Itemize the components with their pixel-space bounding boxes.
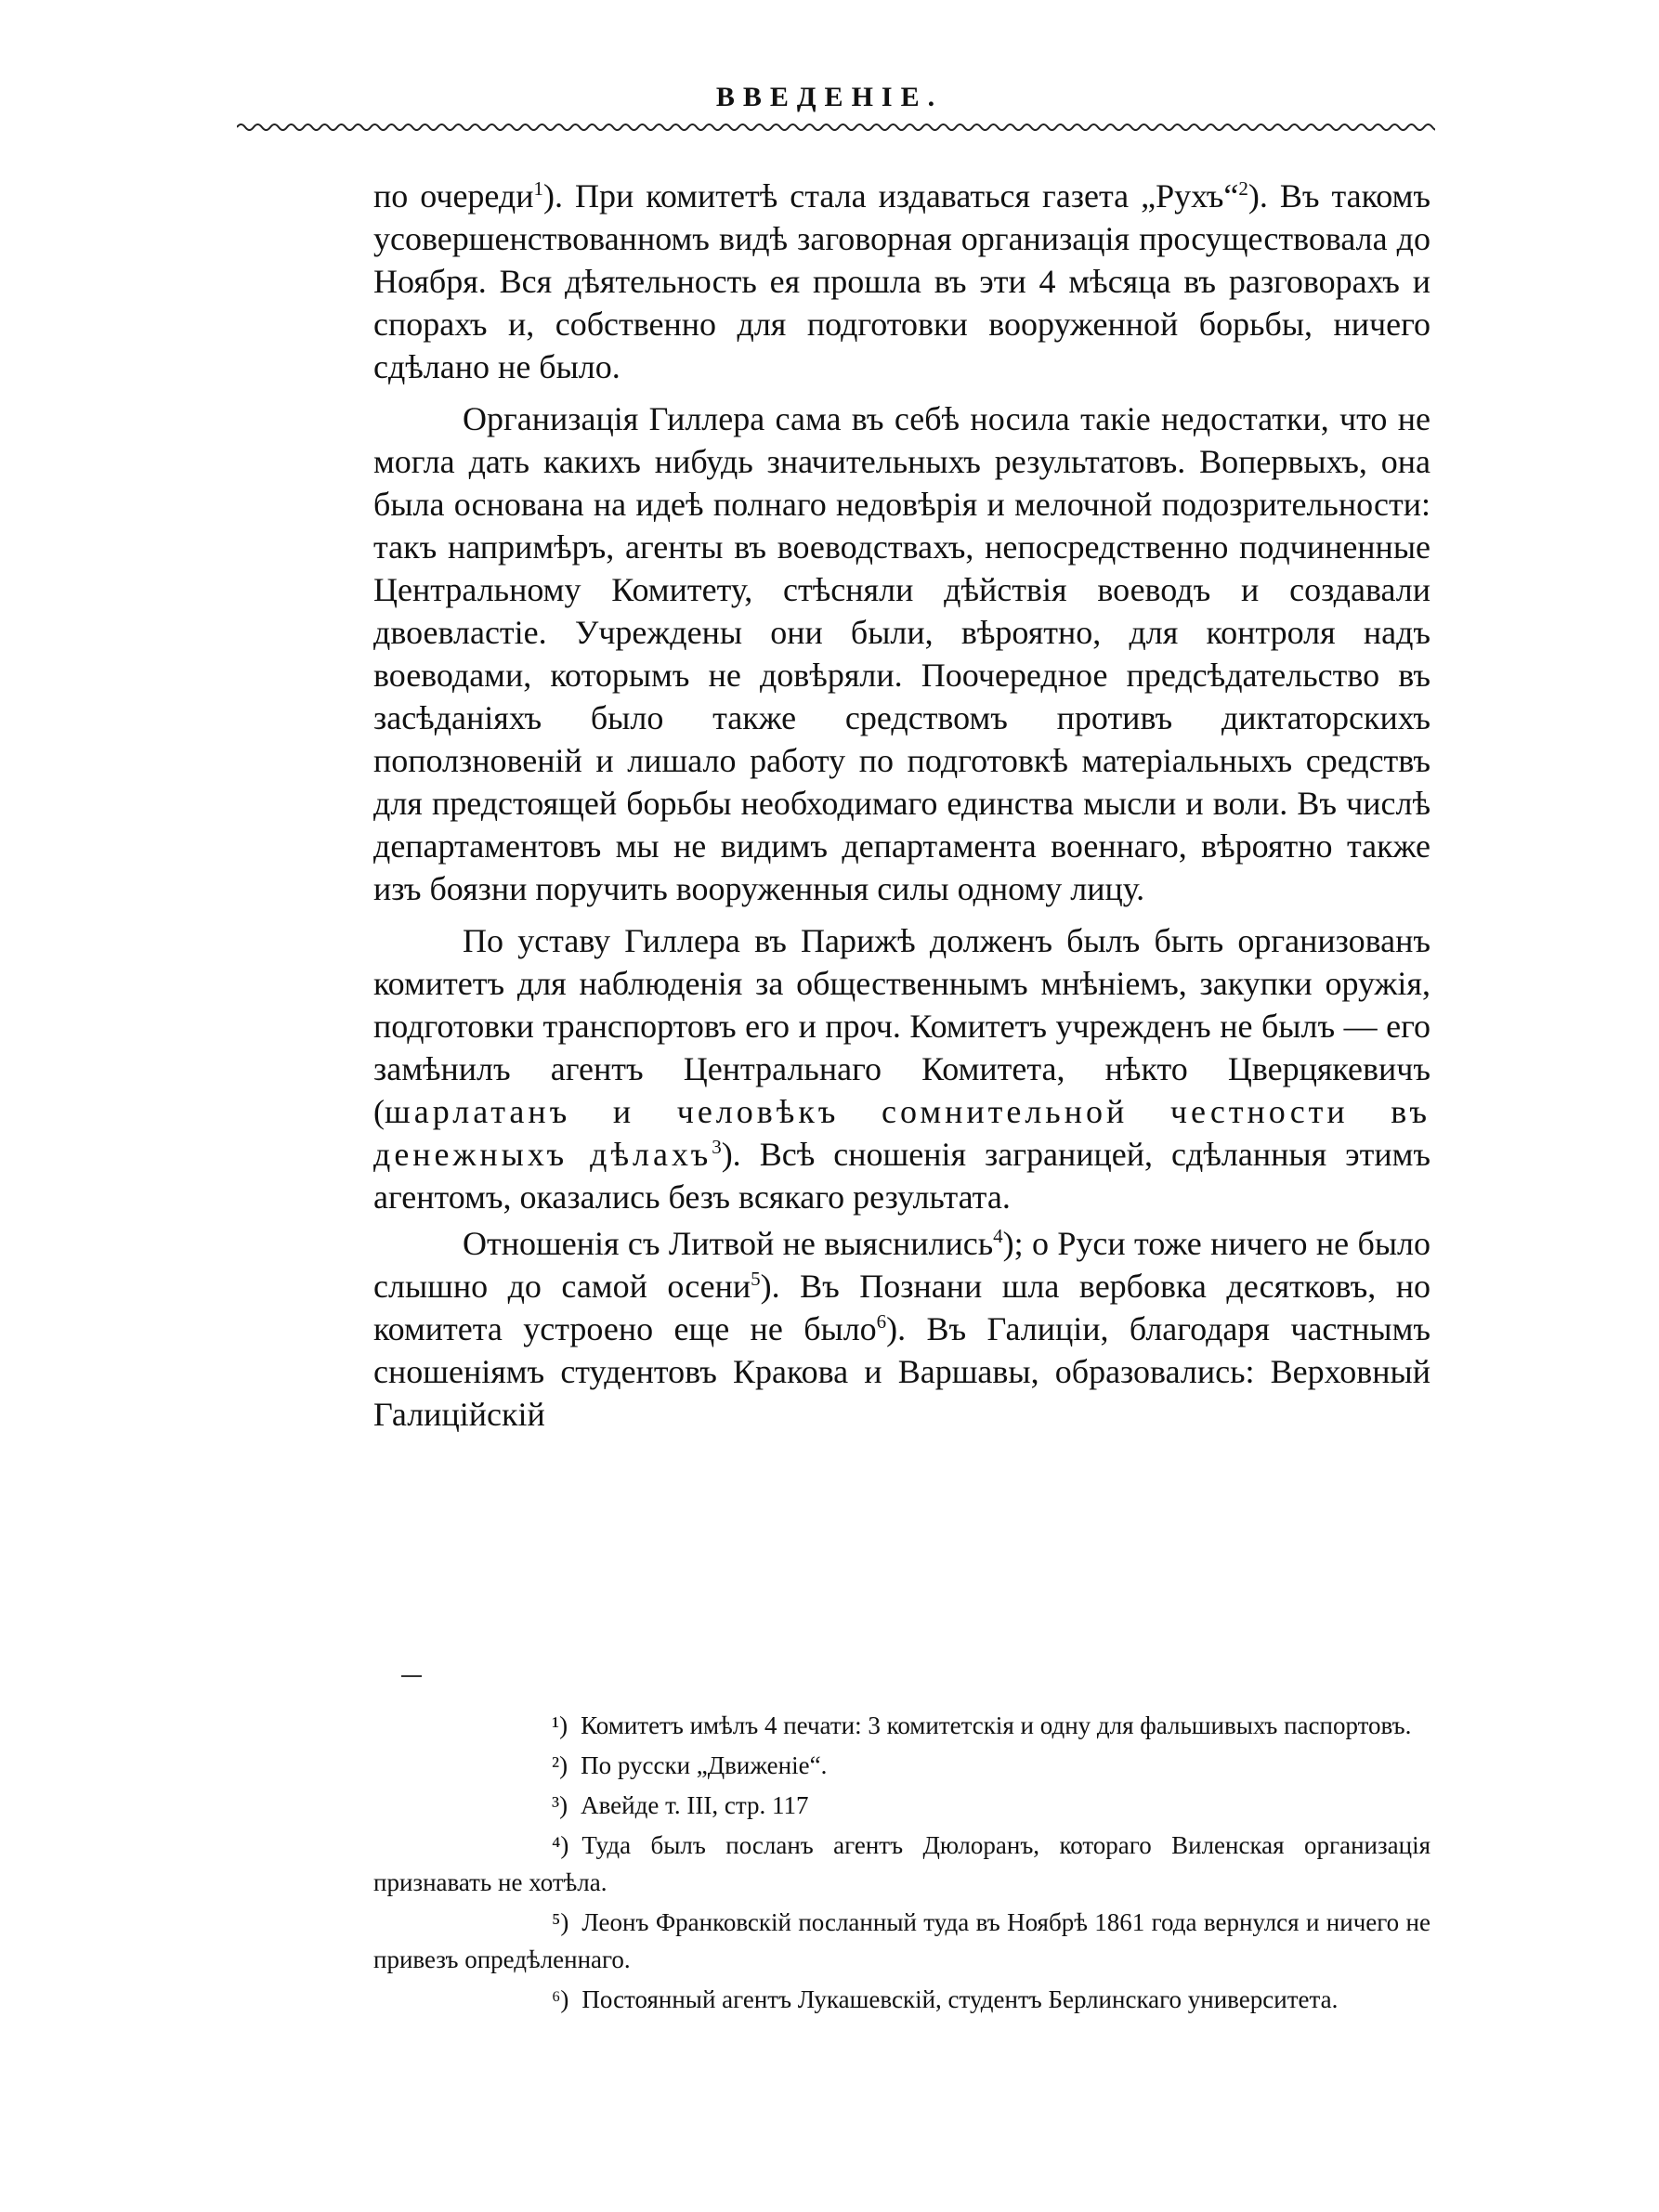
footnote-text: Авейде т. III, стр. 117 bbox=[581, 1791, 809, 1819]
paragraph-2: Организація Гиллера сама въ себѣ носила такіе недостатки, что не могла дать какихъ нибудь значительныхъ результатовъ. Вопервыхъ, она была основана на идеѣ полнаго недовѣрія и мелочной подозрительности: такъ напримѣръ, агенты въ воеводствахъ, непосредственно подчиненные Центральному Комитету, стѣсняли дѣйствія воеводъ и создавали двоевластіе. Учреждены они были, вѣроятно, для контроля надъ воеводами, которымъ не довѣряли. Поочередное предсѣдательство въ засѣданіяхъ было также средствомъ противъ диктаторскихъ поползновеній и лишало работу по подготовкѣ матеріальныхъ средствъ для предстоящей борьбы необходимаго единства мысли и воли. Въ числѣ департаментовъ мы не видимъ департамента военнаго, вѣроятно также изъ боязни поручить вооруженныя силы одному лицу. bbox=[373, 400, 1430, 907]
paragraph-text: ). Въ Познани шла вербовка десятковъ, но комитета устроено еще не было bbox=[373, 1268, 1430, 1347]
footnote bbox=[373, 1827, 1430, 1901]
footnote-mark: ⁵) bbox=[552, 1908, 569, 1936]
footnote bbox=[373, 1707, 1430, 1744]
footnote-ref: 1 bbox=[533, 177, 544, 200]
footnote-mark: ²) bbox=[552, 1751, 568, 1779]
paragraph-text: Отношенія съ Литвой не выяснились bbox=[463, 1225, 994, 1262]
footnote bbox=[373, 1904, 1430, 1978]
footnotes bbox=[373, 1707, 1430, 2021]
body-text bbox=[373, 175, 1430, 1445]
footnote-mark: ⁶) bbox=[552, 1985, 569, 2013]
paragraph-text: по очереди bbox=[373, 177, 534, 215]
footnote bbox=[373, 1787, 1430, 1824]
footnote bbox=[373, 1747, 1430, 1784]
footnote-ref: 4 bbox=[993, 1225, 1003, 1247]
footnote-ref: 3 bbox=[712, 1136, 722, 1158]
footnote-text: Туда былъ посланъ агентъ Дюлоранъ, котораго Виленская организація признавать не хотѣла. bbox=[373, 1831, 1430, 1896]
running-head: ВВЕДЕНІЕ. bbox=[715, 82, 944, 112]
paragraph-text: ). Въ Галиціи, благодаря частнымъ сношеніямъ студентовъ Кракова и Варшавы, образовались: Верховный Галиційскій bbox=[373, 1310, 1430, 1433]
footnote-ref: 2 bbox=[1238, 177, 1248, 200]
footnote-ref: 5 bbox=[751, 1268, 761, 1290]
footnote-mark: ¹) bbox=[552, 1711, 568, 1739]
paragraph-text: ); о Руси тоже ничего не было слышно до самой осени bbox=[373, 1225, 1430, 1305]
footnote-mark: ⁴) bbox=[552, 1831, 569, 1859]
footnote-text: Постоянный агентъ Лукашевскій, студентъ Берлинскаго университета. bbox=[581, 1985, 1339, 2013]
paragraph-text: По уставу Гиллера въ Парижѣ долженъ былъ быть организованъ комитетъ для наблюденія за общественнымъ мнѣніемъ, закупки оружія, подготовки транспортовъ его и проч. Комитетъ учрежденъ не былъ — его замѣнилъ агентъ Центральнаго Комитета, нѣкто Цверцякевичъ ( bbox=[373, 922, 1430, 1130]
footnote-text: По русски „Движеніе“. bbox=[581, 1751, 828, 1779]
paragraph-text: ). Всѣ сношенія заграницей, сдѣланныя этимъ агентомъ, оказались безъ всякаго результата. bbox=[373, 1136, 1430, 1216]
paragraph-text: ). При комитетѣ стала издаваться газета „Рухъ“ bbox=[543, 177, 1239, 215]
header-ornamental-rule bbox=[237, 119, 1435, 136]
footnote-ref: 6 bbox=[876, 1310, 887, 1333]
paragraph-3 bbox=[373, 919, 1430, 1218]
paragraph-text: ). Въ такомъ усовершенствованномъ видѣ заговорная организація просуществовала до Ноября. Вся дѣятельность ея прошла въ эти 4 мѣсяца въ разговорахъ и спорахъ и, собственно для подготовки вооруженной борьбы, ничего сдѣлано не было. bbox=[373, 177, 1431, 385]
footnote-text: Леонъ Франковскій посланный туда въ Ноябрѣ 1861 года вернулся и ничего не привезъ опредѣленнаго. bbox=[373, 1908, 1430, 1973]
paragraph-1 bbox=[373, 175, 1430, 388]
footnote bbox=[373, 1981, 1430, 2018]
footnote-text: Комитетъ имѣлъ 4 печати: 3 комитетскія и одну для фальшивыхъ паспортовъ. bbox=[581, 1711, 1412, 1739]
paragraph-4 bbox=[373, 1222, 1430, 1436]
footnote-mark: ³) bbox=[552, 1791, 568, 1819]
footnote-divider bbox=[401, 1675, 422, 1677]
emphasized-text: шарлатанъ и человѣкъ сомнительной честности въ денежныхъ дѣлахъ bbox=[373, 1093, 1430, 1173]
